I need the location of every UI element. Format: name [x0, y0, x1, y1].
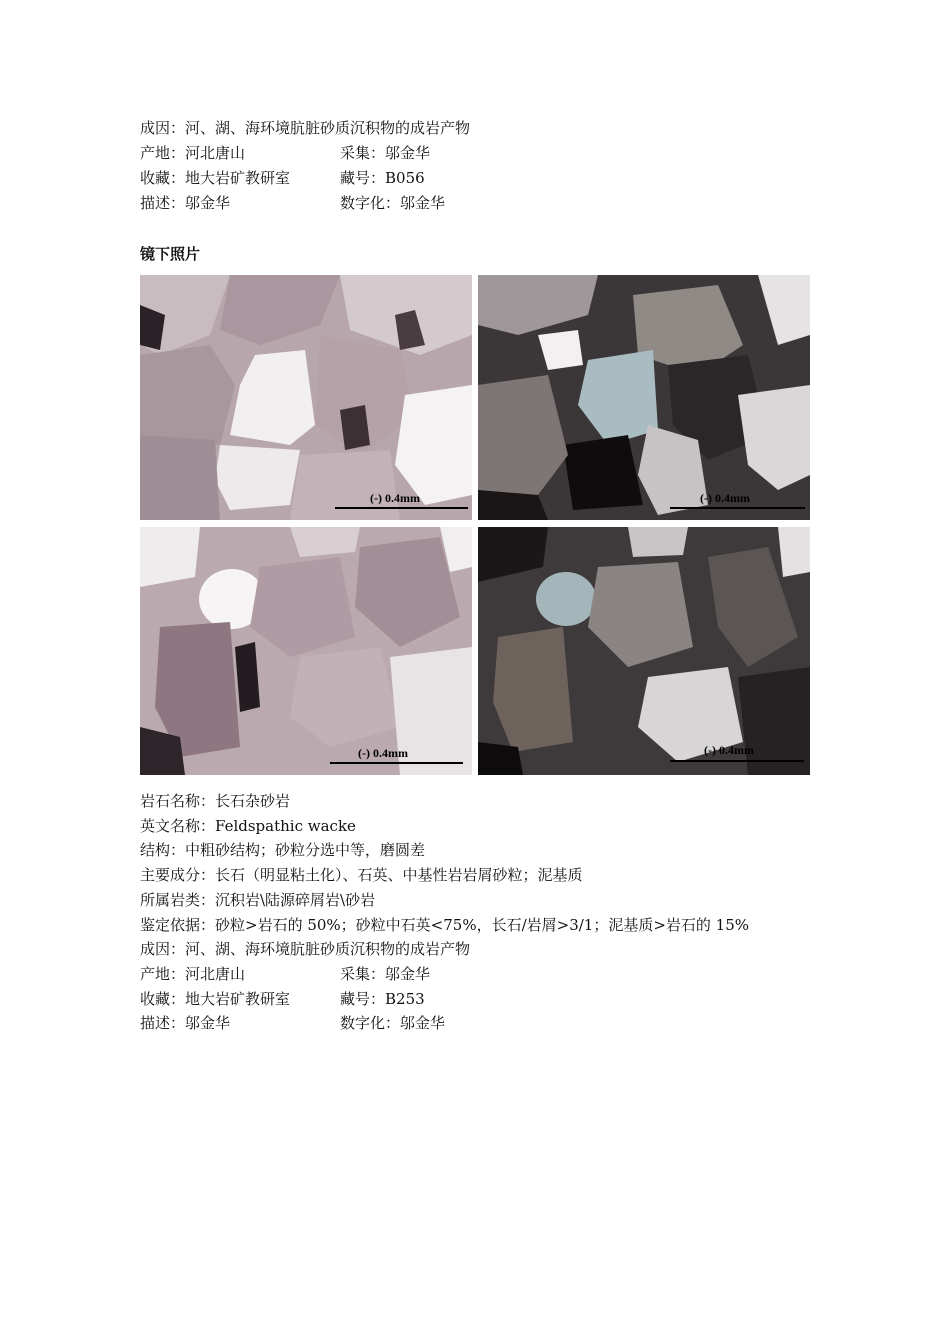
collection-text: 收藏：地大岩矿教研室	[140, 169, 291, 187]
photos-heading: 镜下照片	[140, 245, 201, 263]
scale-bar	[670, 507, 805, 509]
english-name-text: 英文名称：Feldspathic wacke	[140, 817, 356, 835]
category-text: 所属岩类：沉积岩\陆源碎屑岩\砂岩	[140, 891, 376, 909]
digitized-text-2: 数字化：邬金华	[340, 1014, 446, 1032]
collector-text: 采集：邬金华	[340, 144, 431, 162]
micrograph-2	[478, 275, 810, 520]
scale-bar	[330, 762, 463, 764]
catalog-text-2: 藏号：B253	[340, 990, 425, 1008]
described-text: 描述：邬金华	[140, 194, 231, 212]
origin-text: 产地：河北唐山	[140, 144, 246, 162]
genesis-text-2: 成因：河、湖、海环境肮脏砂质沉积物的成岩产物	[140, 940, 471, 958]
origin-text-2: 产地：河北唐山	[140, 965, 246, 983]
criteria-text: 鉴定依据：砂粒>岩石的 50%；砂粒中石英<75%，长石/岩屑>3/1；泥基质>岩石的 15%	[140, 916, 750, 934]
scale-label: (-) 0.4mm	[370, 491, 420, 505]
described-text-2: 描述：邬金华	[140, 1014, 231, 1032]
scale-bar	[670, 760, 804, 762]
scale-label: (-) 0.4mm	[700, 491, 750, 505]
texture-text: 结构：中粗砂结构；砂粒分选中等，磨圆差	[140, 841, 426, 859]
scale-label: (-) 0.4mm	[704, 743, 754, 757]
collection-text-2: 收藏：地大岩矿教研室	[140, 990, 291, 1008]
digitized-text: 数字化：邬金华	[340, 194, 446, 212]
micrograph-4	[478, 527, 810, 775]
rock-name-text: 岩石名称：长石杂砂岩	[140, 792, 291, 810]
collector-text-2: 采集：邬金华	[340, 965, 431, 983]
micrograph-1	[140, 275, 472, 520]
scale-bar	[335, 507, 468, 509]
composition-text: 主要成分：长石（明显粘土化）、石英、中基性岩岩屑砂粒；泥基质	[140, 866, 583, 884]
genesis-text: 成因：河、湖、海环境肮脏砂质沉积物的成岩产物	[140, 119, 471, 137]
micrograph-3	[140, 527, 472, 775]
catalog-text: 藏号：B056	[340, 169, 425, 187]
scale-label: (-) 0.4mm	[358, 746, 408, 760]
